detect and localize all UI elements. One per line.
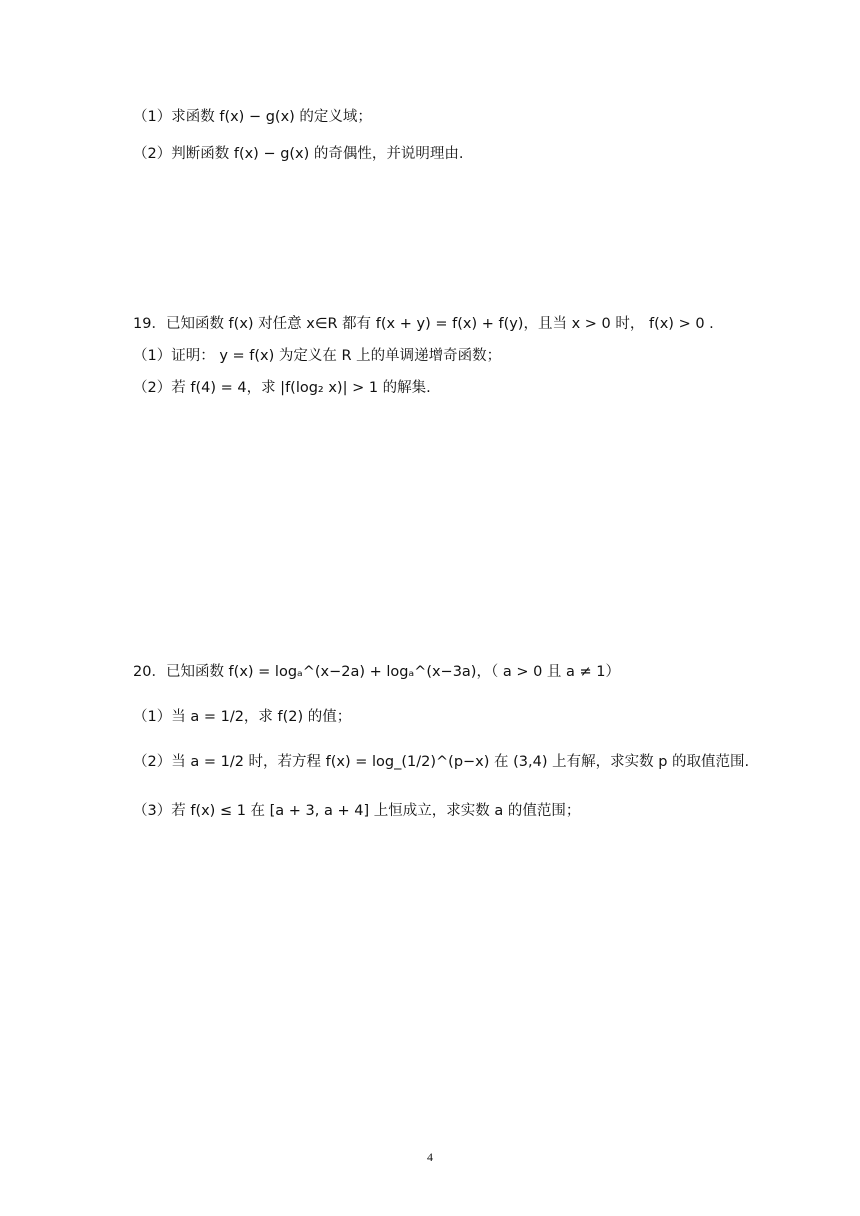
q19-part1: （1）证明： y = f(x) 为定义在 R 上的单调递增奇函数； — [133, 348, 502, 364]
q20-stem: 20．已知函数 f(x) = logₐ^(x−2a) + logₐ^(x−3a)，（ a > 0 且 a ≠ 1） — [133, 664, 621, 680]
q19-stem: 19．已知函数 f(x) 对任意 x∈R 都有 f(x + y) = f(x) + f(y)，且当 x > 0 时， f(x) > 0 . — [133, 316, 714, 332]
q18-part1: （1）求函数 f(x) − g(x) 的定义域； — [133, 109, 372, 125]
q20-part1: （1）当 a = 1/2，求 f(2) 的值； — [133, 709, 352, 725]
q18-part2: （2）判断函数 f(x) − g(x) 的奇偶性，并说明理由. — [133, 146, 464, 162]
q20-part2: （2）当 a = 1/2 时，若方程 f(x) = log_(1/2)^(p−x) 在 (3,4) 上有解，求实数 p 的取值范围. — [133, 754, 750, 770]
q20-part3: （3）若 f(x) ≤ 1 在 [a + 3, a + 4] 上恒成立，求实数 a 的值范围； — [133, 803, 581, 819]
q19-part2: （2）若 f(4) = 4，求 |f(log₂ x)| > 1 的解集. — [133, 380, 431, 396]
page-number: 4 — [427, 1150, 433, 1164]
